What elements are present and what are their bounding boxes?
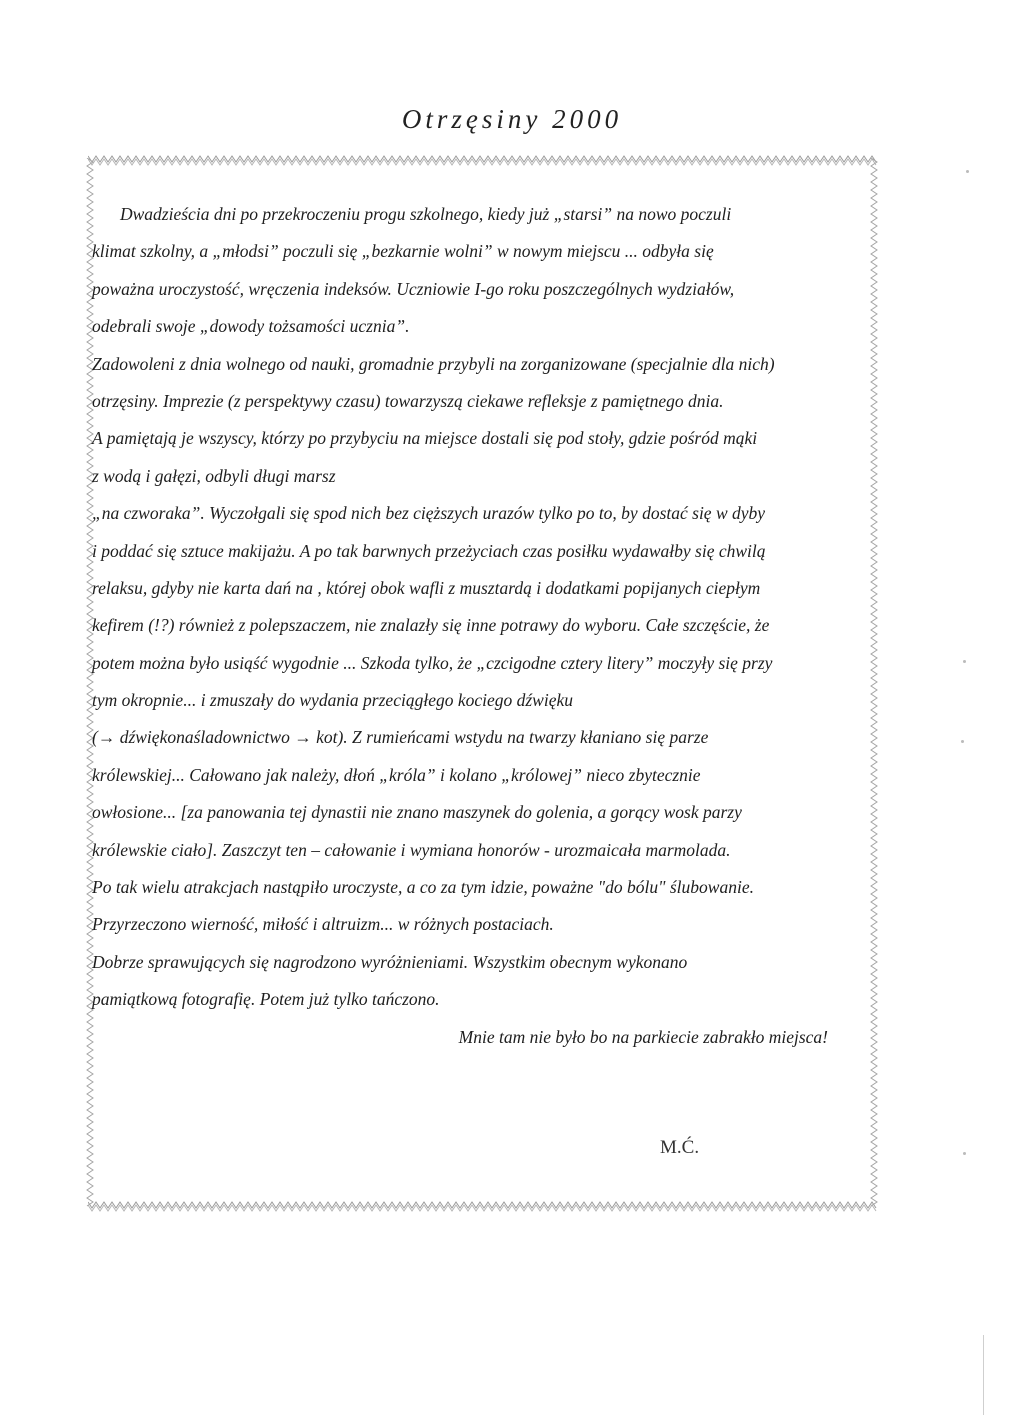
text-line: kefirem (!?) również z polepszaczem, nie znalazły się inne potrawy do wyboru. Całe szczęście, że [92,615,770,636]
text-line: poważna uroczystość, wręczenia indeksów. Uczniowie I-go roku poszczególnych wydziałów, [92,278,735,299]
scan-speck [961,740,964,743]
scan-speck [966,170,969,173]
text-line: klimat szkolny, a „młodsi” poczuli się „bezkarnie wolni” w nowym miejscu ... odbyła się [92,241,714,262]
scan-speck [963,1152,966,1155]
text-line: odebrali swoje „dowody tożsamości ucznia”. [92,316,410,337]
text-line: „na czworaka”. Wyczołgali się spod nich bez cięższych urazów tylko po to, by dostać się w dyby [92,503,766,524]
scan-edge-line [983,1335,984,1415]
closing-line: Mnie tam nie było bo na parkiecie zabrakło miejsca! [458,1026,828,1047]
text-line: Dwadzieścia dni po przekroczeniu progu szkolnego, kiedy już „starsi” na nowo poczuli [120,204,732,224]
text-line: tym okropnie... i zmuszały do wydania przeciągłego kociego dźwięku [92,690,574,711]
text-line: potem można było usiąść wygodnie ... Szkoda tylko, że „czcigodne cztery litery” moczyły się przy [92,652,773,673]
text-line: Po tak wielu atrakcjach nastąpiło uroczyste, a co za tym idzie, poważne "do bólu" ślubowanie. [92,877,754,898]
page-title: Otrzęsiny 2000 [401,104,623,134]
text-line: Dobrze sprawujących się nagrodzono wyróżnieniami. Wszystkim obecnym wykonano [92,951,688,972]
text-line: królewskiej... Całowano jak należy, dłoń „króla” i kolano „królowej” nieco zbytecznie [92,764,701,785]
text-line: relaksu, gdyby nie karta dań na , której obok wafli z musztardą i dodatkami popijanych ciepłym [92,577,761,598]
text-line: z wodą i gałęzi, odbyli długi marsz [92,465,336,486]
signature: M.Ć. [660,1137,700,1158]
text-line: owłosione... [za panowania tej dynastii nie znano maszynek do golenia, a gorący wosk parzy [92,802,742,823]
frame-bottom-border [88,1200,878,1212]
text-line: i poddać się sztuce makijażu. A po tak barwnych przeżyciach czas posiłku wydawałby się chwilą [92,540,766,561]
text-line: A pamiętają je wszyscy, którzy po przybyciu na miejsce dostali się pod stoły, gdzie pośród mąki [92,428,758,449]
text-line: Przyrzeczono wierność, miłość i altruizm... w różnych postaciach. [92,914,554,935]
scan-speck [963,660,966,663]
article-body [92,196,880,1056]
frame-top-border [88,154,878,166]
text-line: (→ dźwiękonaśladownictwo → kot). Z rumieńcami wstydu na twarzy kłaniano się parze [92,727,709,748]
text-line: Zadowoleni z dnia wolnego od nauki, gromadnie przybyli na zorganizowane (specjalnie dla nich) [92,353,775,374]
text-line: pamiątkową fotografię. Potem już tylko tańczono. [92,989,440,1010]
text-line: otrzęsiny. Imprezie (z perspektywy czasu) towarzyszą ciekawe refleksje z pamiętnego dnia. [92,390,724,411]
text-line: królewskie ciało]. Zaszczyt ten – całowanie i wymiana honorów - urozmaicała marmolada. [92,839,731,860]
